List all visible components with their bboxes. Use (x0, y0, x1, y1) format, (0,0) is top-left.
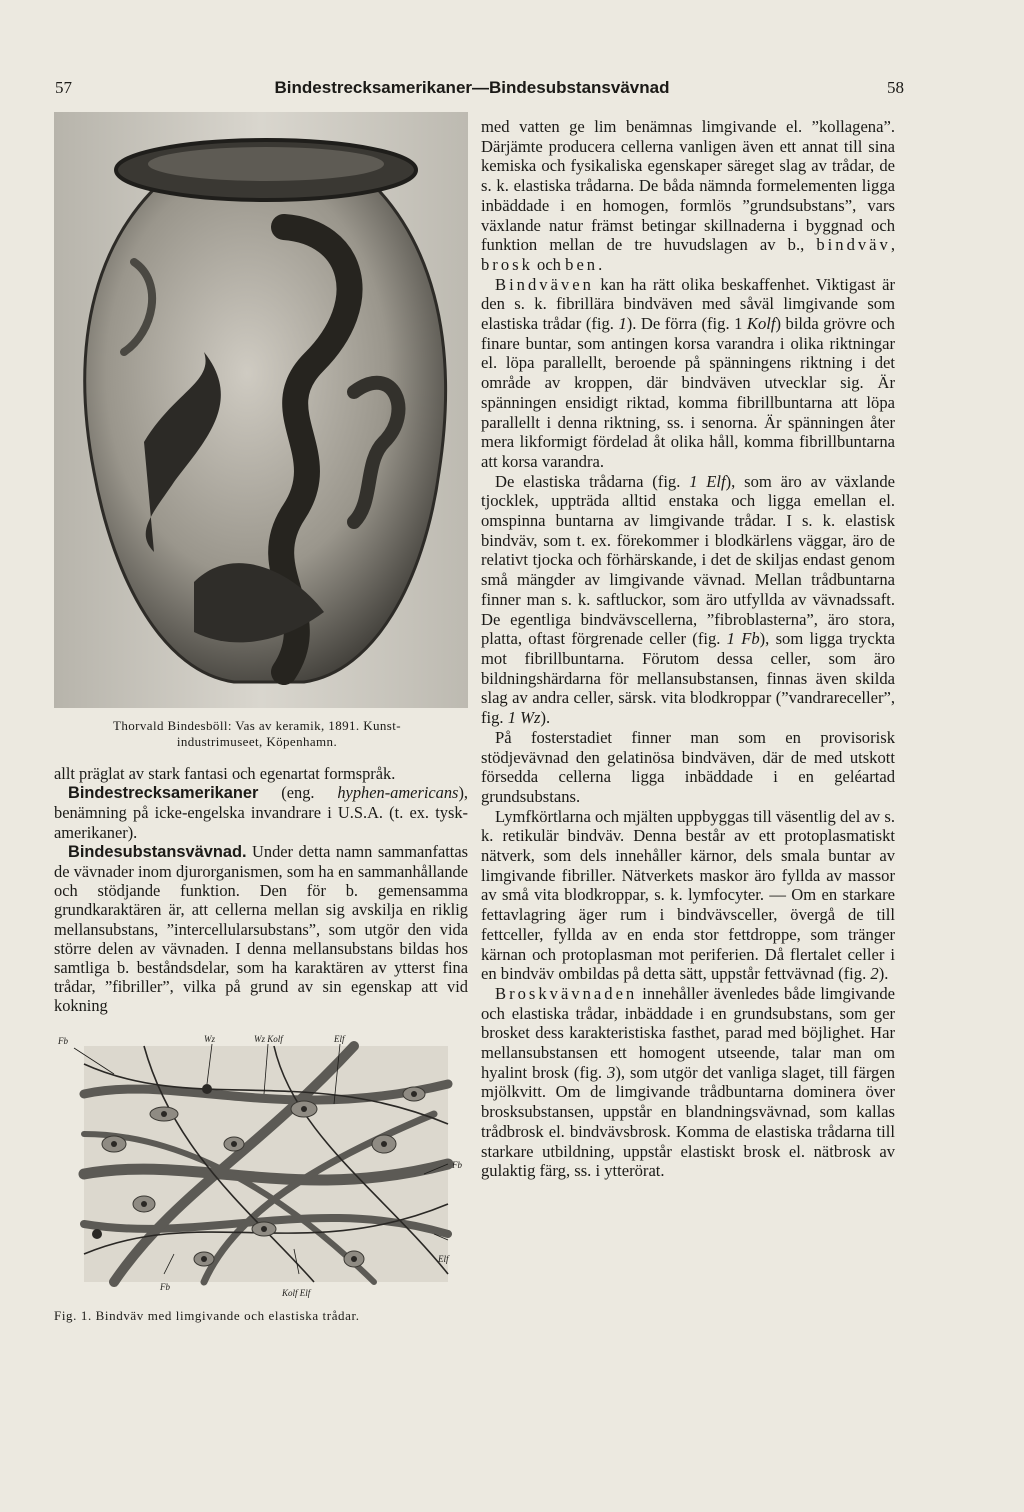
paragraph-6 (481, 984, 895, 1181)
p2-a: kan ha rätt olika beskaffenhet. Viktigast är den s. k. fibrillära bindväven med såväl limgivande som elastiska trådar (fig. (481, 274, 895, 334)
p3-fig1elf: 1 Elf (689, 471, 726, 491)
left-page-number: 57 (55, 78, 72, 97)
p2-fig1: 1 (618, 314, 627, 334)
right-column (481, 117, 895, 1181)
intro-paragraph: allt präglat av stark fantasi och egenartat formspråk. (54, 764, 396, 783)
p3-c: ), som ligga tryckta mot fibrillbuntarna. Förutom dessa celler, som äro bildningshärdarna för mellansubstansen, finnas även skilda slag av andra celler, särsk. vita blodkroppar (”vandrareceller”, fig. (481, 629, 895, 728)
paragraph-1 (481, 117, 895, 275)
p6-lead: Broskvävnaden (495, 983, 638, 1003)
p3-fig1wz: 1 Wz (507, 708, 541, 728)
p2-lead: Bindväven (495, 274, 594, 294)
p2-c: ) bilda grövre och finare buntar, som antingen korsa varandra i olika riktningar el. löpa parallellt, beroende på spänningens riktning i det område av kroppen, där bindväven utvecklar sig. Är spänningen ensidigt riktad, komma fibrillbuntarna att löpa parallellt i denna riktning, ss. i senorna. Är spänningen åter mera likformigt fördelad åt olika håll, komma fibrillbuntarna att korsa varandra. (481, 314, 895, 471)
vase-photograph (54, 112, 468, 708)
label-fb-top-left: Fb (58, 1035, 68, 1046)
label-fb-bottom: Fb (160, 1281, 170, 1292)
p3-fig1fb: 1 Fb (726, 629, 760, 649)
term-bindvav: bindväv (816, 235, 891, 255)
right-page-number: 58 (887, 78, 904, 97)
p2-kolf: Kolf (746, 314, 776, 334)
entry1-headword: Bindestrecksamerikaner (68, 784, 259, 803)
entry-bindestrecksamerikaner (54, 783, 468, 842)
p1-och: och (532, 254, 566, 274)
tissue-figure-caption: Fig. 1. Bindväv med limgivande och elastiska trådar. (54, 1307, 360, 1323)
vase-caption-line1: Thorvald Bindesböll: Vas av keramik, 1891. Kunst- (113, 718, 401, 733)
p5-end: ). (878, 964, 889, 984)
p3-d: ). (540, 708, 551, 728)
label-wz-kolf: Wz Kolf (254, 1033, 283, 1044)
p3-b: ), som äro av växlande tjocklek, uppträda alltid enstaka och ligga emellan el. omspinna buntarna av limgivande trådar. I s. k. elastisk bindväv, som t. ex. förekommer i blodkärlens väggar, äro de relativt tjocka och förhärskande, i det de skiljas endast genom små mängder av limgivande vävnad. Mellan trådbuntarna finner man s. k. saftluckor, som äro utfyllda av vävnadssaft. De egentliga bindvävscellerna, ”fibroblasterna”, äro stora, platta, oftast förgrenade celler (fig. (481, 471, 895, 649)
p1-end: . (598, 254, 603, 274)
p6-fig3: 3 (607, 1062, 616, 1082)
p5-fig2: 2 (870, 964, 879, 984)
p3-a: De elastiska trådarna (fig. (495, 471, 690, 491)
label-wz: Wz (204, 1033, 215, 1044)
entry-bindesubstansvavnad (54, 842, 468, 1016)
entry2-headword: Bindesubstansvävnad. (68, 842, 247, 861)
left-column (54, 112, 468, 1325)
label-elf-right: Elf (438, 1253, 449, 1264)
entry1-paren: (eng. (258, 783, 338, 803)
entry1-definition: ), benämning på icke-engelska invandrare i U.S.A. (t. ex. tysk-amerikaner). (54, 783, 468, 842)
p1-sep: , (890, 235, 895, 255)
label-kolf-elf-bottom: Kolf Elf (282, 1287, 311, 1298)
p2-b: ). De förra (fig. 1 (626, 314, 747, 334)
entry1-english: hyphen-americans (337, 783, 459, 803)
term-brosk: brosk (481, 254, 533, 274)
tissue-figure (54, 1034, 468, 1300)
p6-b: ), som utgör det vanliga slaget, till färgen mjölkvitt. Om de limgivande trådbuntarna dominera över brosksubstansen, uppstår en blandningsvävnad, som kallas trådbrosk el. bindvävsbrosk. Komma de elastiska trådarna till starkare utbildning, uppstår elastiskt brosk el. nätbrosk av gulaktig färg, ss. i ytterörat. (481, 1062, 896, 1181)
p6-a: innehåller ävenledes både limgivande och elastiska trådar, inbäddade i en grundsubstans, som ger brosket dess karakteristiska fasthet, parad med böjlighet. Har mellansubstansen ett homogent utseende, talar man om hyalint brosk (fig. (481, 983, 895, 1082)
vase-caption (54, 718, 460, 750)
running-header: Bindestrecksamerikaner—Bindesubstansvävnad (274, 78, 670, 97)
entry2-definition: Under detta namn sammanfattas de vävnader inom djurorganismen, som ha en sammanhållande och stödjande funktion. Den för b. gemensamma grundkaraktären är, att cellerna mellan sig avskilja en riklig mellansubstans, ”intercellularsubstans”, som utgör den vida större delen av vävnaden. I denna mellansubstans bildas hos samtliga b. beståndsdelar, som ha karaktären av ytterst fina trådar, ”fibriller”, vilka på grund av sin egenskap att vid kokning (54, 841, 468, 1016)
paragraph-3 (481, 472, 895, 728)
p1-text: med vatten ge lim benämnas limgivande el. ”kollagena”. Därjämte producera cellerna vanligen även ett annat till sina kemiska och fysikaliska egenskaper säreget slag av trådar, de s. k. elastiska trådarna. De båda nämnda formelementen ligga inbäddade i en homogen, formlös ”grundsubstans”, vars växlande natur främst betingar skillnaderna i byggnad och funktion mellan de tre huvudslagen av b., (481, 117, 895, 255)
term-ben: ben (565, 254, 599, 274)
paragraph-5 (481, 807, 895, 984)
label-elf-top: Elf (334, 1033, 345, 1044)
vase-caption-line2: industrimuseet, Köpenhamn. (176, 734, 338, 749)
paragraph-2 (481, 275, 895, 472)
p5-text: Lymfkörtlarna och mjälten uppbyggas till väsentlig del av s. k. retikulär bindväv. Denna består av ett protoplasmatiskt nätverk, som dels innehåller kärnor, dels smala buntar av limgivande fibriller. Nätverkets maskor äro fyllda av massor av små vita blodkroppar, s. k. lymfocyter. — Om en starkare fettavlagring äger rum i bindvävsceller, övergå de till fettceller, fyllda av en enda stor fettdroppe, som tränger kärnan och protoplasman mot periferien. Då flertalet celler i en bindväv ombildas på detta sätt, uppstår fettvävnad (fig. (481, 806, 895, 984)
label-fb-right: Fb (452, 1159, 462, 1170)
paragraph-4: På fosterstadiet finner man som en provisorisk stödjevävnad den gelatinösa bindväven, där de med utskott försedda cellerna ligga inbäddade i en geléartad grundsubstans. (481, 727, 895, 806)
